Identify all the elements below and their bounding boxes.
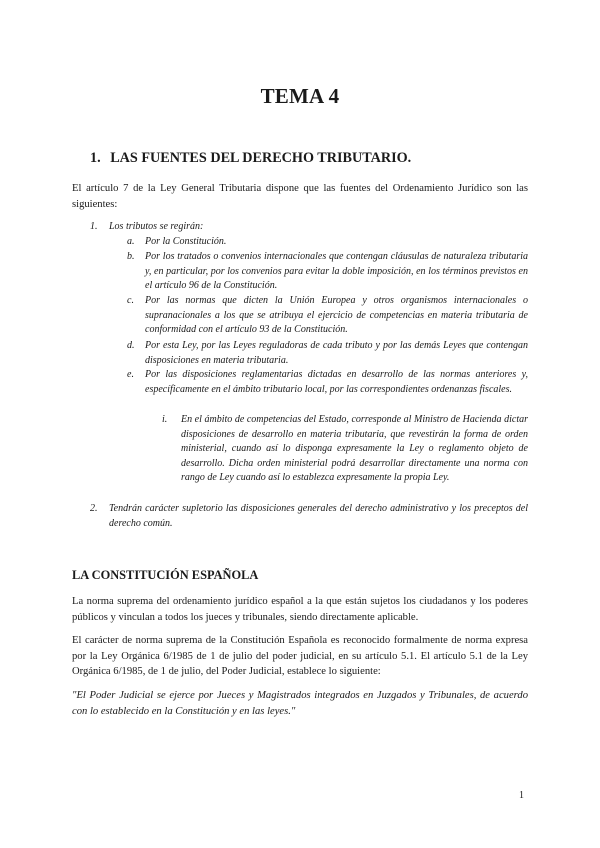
quote-paragraph: "El Poder Judicial se ejerce por Jueces y Magistrados integrados en Juzgados y Tribunales, de acuerdo con lo establecido en la Constitución y en las leyes." (72, 690, 528, 717)
list-marker-d: d. (127, 340, 135, 351)
section-heading-1 (90, 150, 411, 167)
list-marker-e: e. (127, 369, 134, 380)
section-heading-2: LA CONSTITUCIÓN ESPAÑOLA (72, 568, 259, 582)
intro-paragraph: El artículo 7 de la Ley General Tributaria dispone que las fuentes del Ordenamiento Jurídico son las siguientes: (72, 183, 528, 210)
list-item-2: Tendrán carácter supletorio las disposiciones generales del derecho administrativo y los preceptos del derecho común. (109, 503, 528, 529)
list-marker-2: 2. (90, 503, 98, 514)
list-marker-1: 1. (90, 221, 98, 232)
list-item-e: Por las disposiciones reglamentarias dictadas en desarrollo de las normas anteriores y, específicamente en el ámbito tributario local, por las correspondientes ordenanzas fiscales. (145, 369, 528, 395)
paragraph-1: La norma suprema del ordenamiento jurídico español a la que están sujetos los ciudadanos y los poderes públicos y vinculan a todos los jueces y tribunales, siendo directamente aplicable. (72, 596, 528, 623)
list-item-1: Los tributos se regirán: (109, 221, 204, 232)
section-number: 1. (90, 150, 101, 166)
list-marker-c: c. (127, 295, 134, 306)
list-item-i: En el ámbito de competencias del Estado, corresponde al Ministro de Hacienda dictar disposiciones de desarrollo en materia tributaria, que revestirán la forma de orden ministerial, cuando así lo disponga expresamente la Ley o reglamento objeto de desarrollo. Dicha orden ministerial podrá desarrollar directamente una norma con rango de Ley cuando así lo establezca expresamente la propia Ley. (181, 414, 528, 484)
list-item-a: Por la Constitución. (145, 236, 227, 247)
section-heading-text: LAS FUENTES DEL DERECHO TRIBUTARIO. (110, 150, 412, 166)
page-title: TEMA 4 (260, 84, 340, 108)
list-marker-a: a. (127, 236, 135, 247)
list-item-b: Por los tratados o convenios internacionales que contengan cláusulas de naturaleza tributaria y, en particular, por los convenios para evitar la doble imposición, en los términos previstos en el artículo 96 de la Constitución. (145, 251, 528, 292)
page-number: 1 (519, 790, 524, 801)
list-marker-b: b. (127, 251, 135, 262)
list-item-c: Por las normas que dicten la Unión Europea y otros organismos internacionales o supranacionales a los que se atribuya el ejercicio de competencias en materia tributaria de conformidad con el artículo 93 de la Constitución. (145, 295, 528, 336)
paragraph-2: El carácter de norma suprema de la Constitución Española es reconocido formalmente de norma expresa por la Ley Orgánica 6/1985 de 1 de julio del poder judicial, en su artículo 5.1. El artículo 5.1 de la Ley Orgánica 6/1985, de 1 de julio, del Poder Judicial, establece lo siguiente: (72, 635, 528, 677)
list-item-d: Por esta Ley, por las Leyes reguladoras de cada tributo y por las demás Leyes que contengan disposiciones en materia tributaria. (145, 340, 528, 366)
list-marker-i: i. (162, 414, 168, 425)
